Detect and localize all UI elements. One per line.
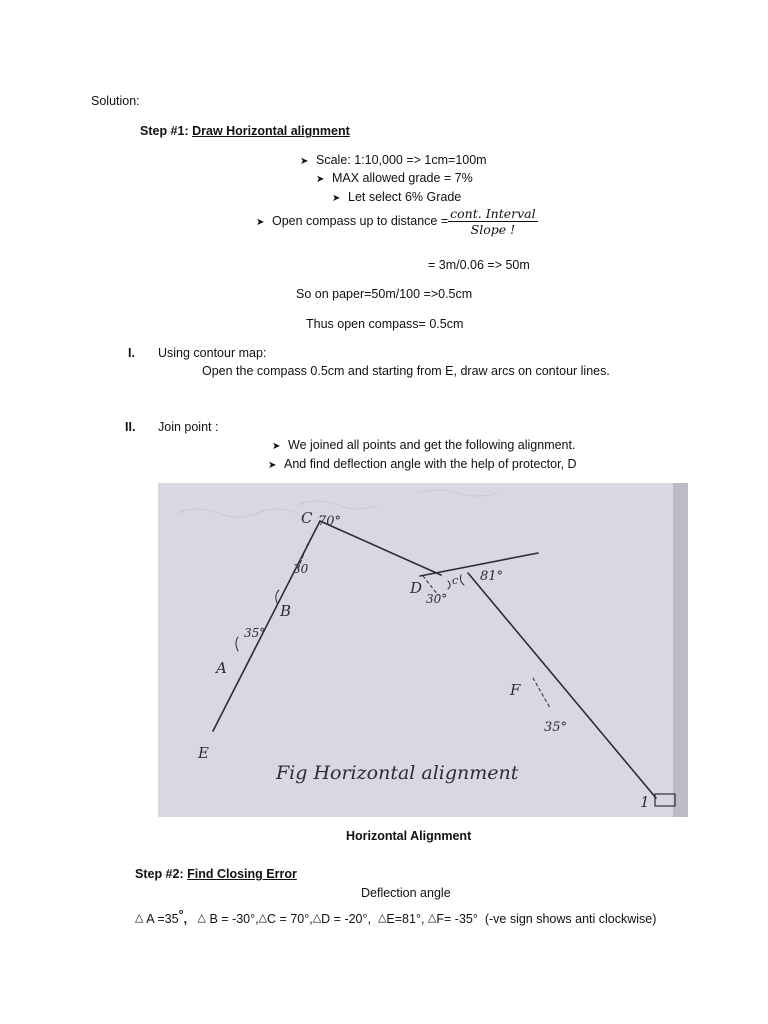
arrowhead-bullet-icon: ➤ bbox=[268, 460, 277, 471]
step1-title: Draw Horizontal alignment bbox=[192, 124, 350, 138]
item1-title: Using contour map: bbox=[158, 346, 267, 360]
label-small-c: c bbox=[452, 574, 459, 587]
angle-b: B = -30°, bbox=[209, 912, 259, 926]
label-30-b: 30 bbox=[293, 562, 309, 576]
label-35-a: 35° bbox=[244, 626, 266, 640]
angle-note: (-ve sign shows anti clockwise) bbox=[484, 912, 657, 926]
triangle-delta-icon: △ bbox=[377, 912, 387, 924]
item2-title: Join point : bbox=[158, 420, 219, 434]
bullet-compass bbox=[256, 206, 538, 237]
angle-a: A =35 bbox=[146, 912, 179, 926]
alignment-photo bbox=[158, 483, 688, 817]
bullet-text: MAX allowed grade = 7% bbox=[332, 171, 473, 185]
bullet-text: We joined all points and get the following alignment. bbox=[288, 438, 576, 452]
calc-line: = 3m/0.06 => 50m bbox=[428, 258, 530, 272]
label-a: A bbox=[216, 659, 227, 677]
item1-detail: Open the compass 0.5cm and starting from E, draw arcs on contour lines. bbox=[202, 364, 610, 378]
angle-a-degree: ° bbox=[178, 908, 184, 922]
label-f: F bbox=[510, 681, 521, 699]
label-30-d: 30° bbox=[426, 592, 448, 606]
bullet-deflection bbox=[268, 457, 577, 471]
label-35-f: 35° bbox=[544, 720, 568, 735]
alignment-sketch bbox=[158, 483, 688, 817]
figure-handwritten-caption: Fig Horizontal alignment bbox=[276, 762, 519, 784]
compass-label: Open compass up to distance = bbox=[272, 213, 449, 228]
step1-heading bbox=[140, 124, 350, 138]
angle-e: E=81°, bbox=[386, 912, 425, 926]
label-1: 1 bbox=[640, 793, 650, 811]
bullet-joined bbox=[272, 438, 575, 452]
arrowhead-bullet-icon: ➤ bbox=[332, 193, 341, 204]
arrowhead-bullet-icon: ➤ bbox=[300, 156, 309, 167]
compass-fraction bbox=[448, 206, 537, 237]
fraction-denominator: Slope ! bbox=[470, 222, 516, 237]
bullet-scale bbox=[300, 153, 487, 167]
label-81: 81° bbox=[480, 569, 504, 584]
step2-title: Find Closing Error bbox=[187, 867, 297, 881]
step2-prefix: Step #2: bbox=[135, 867, 188, 881]
bullet-max-grade bbox=[316, 171, 473, 185]
thus-line: Thus open compass= 0.5cm bbox=[306, 317, 464, 331]
arrowhead-bullet-icon: ➤ bbox=[316, 174, 325, 185]
label-e: E bbox=[198, 744, 209, 762]
triangle-delta-icon: △ bbox=[312, 912, 322, 924]
solution-label: Solution: bbox=[91, 94, 140, 108]
bullet-text: And find deflection angle with the help of protector, D bbox=[284, 457, 577, 471]
item2-numeral: II. bbox=[125, 420, 136, 434]
label-b: B bbox=[280, 602, 292, 620]
bullet-select-grade bbox=[332, 190, 461, 204]
deflection-heading: Deflection angle bbox=[361, 886, 451, 900]
angle-d: D = -20°, bbox=[321, 912, 371, 926]
angles-line: △ A =35°, △ B = -30°,△C = 70°,△D = -20°, △E=81°, △F= -35° (-ve sign shows anti clockwise) bbox=[135, 908, 657, 926]
triangle-delta-icon: △ bbox=[427, 912, 437, 924]
angle-c: C = 70°, bbox=[267, 912, 313, 926]
figure-caption: Horizontal Alignment bbox=[346, 829, 472, 843]
bullet-text: Scale: 1:10,000 => 1cm=100m bbox=[316, 153, 487, 167]
item1-numeral: I. bbox=[128, 346, 135, 360]
fraction-numerator: cont. Interval bbox=[450, 206, 536, 221]
label-d: D bbox=[410, 579, 423, 597]
triangle-delta-icon: △ bbox=[135, 912, 144, 924]
arrowhead-bullet-icon: ➤ bbox=[256, 216, 265, 228]
step2-heading bbox=[135, 867, 297, 881]
label-c: C bbox=[301, 509, 313, 527]
triangle-delta-icon: △ bbox=[258, 912, 268, 924]
angle-f: F= -35° bbox=[436, 912, 478, 926]
step1-prefix: Step #1: bbox=[140, 124, 193, 138]
bullet-text: Let select 6% Grade bbox=[348, 190, 462, 204]
label-70: 70° bbox=[318, 514, 342, 529]
triangle-delta-icon: △ bbox=[197, 912, 206, 924]
arrowhead-bullet-icon: ➤ bbox=[272, 441, 281, 452]
paper-line: So on paper=50m/100 =>0.5cm bbox=[296, 287, 473, 301]
